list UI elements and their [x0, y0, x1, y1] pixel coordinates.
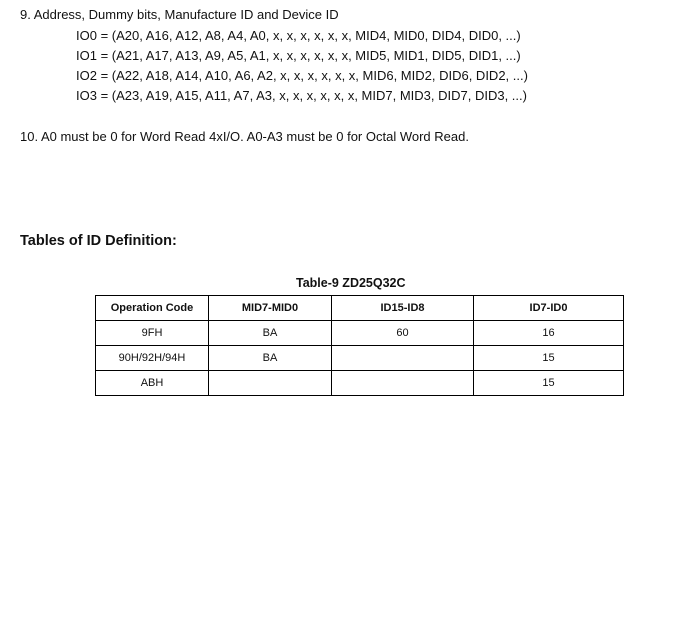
table-cell: 16 — [474, 321, 624, 346]
table-cell: BA — [209, 346, 332, 371]
section-title: Tables of ID Definition: — [20, 233, 177, 249]
io0-line: IO0 = (A20, A16, A12, A8, A4, A0, x, x, x, x, x, x, MID4, MID0, DID4, DID0, ...) — [76, 28, 521, 43]
io1-line: IO1 = (A21, A17, A13, A9, A5, A1, x, x, x, x, x, x, MID5, MID1, DID5, DID1, ...) — [76, 48, 521, 63]
table-row — [96, 321, 624, 346]
table-row — [96, 371, 624, 396]
table-cell: 15 — [474, 346, 624, 371]
table-cell — [332, 371, 474, 396]
note-10: 10. A0 must be 0 for Word Read 4xI/O. A0-A3 must be 0 for Octal Word Read. — [20, 129, 469, 144]
id-definition-table — [95, 295, 624, 396]
header-id15-id8: ID15-ID8 — [332, 296, 474, 321]
note-9-heading: 9. Address, Dummy bits, Manufacture ID and Device ID — [20, 7, 339, 22]
table-row — [96, 346, 624, 371]
table-cell: 9FH — [96, 321, 209, 346]
table-cell: BA — [209, 321, 332, 346]
table-caption: Table-9 ZD25Q32C — [296, 276, 406, 290]
table-cell — [332, 346, 474, 371]
header-operation-code: Operation Code — [96, 296, 209, 321]
table-cell: 60 — [332, 321, 474, 346]
header-mid: MID7-MID0 — [209, 296, 332, 321]
table-header-row — [96, 296, 624, 321]
table-cell: 15 — [474, 371, 624, 396]
note-9 — [20, 7, 528, 103]
io3-line: IO3 = (A23, A19, A15, A11, A7, A3, x, x, x, x, x, x, MID7, MID3, DID7, DID3, ...) — [76, 88, 527, 103]
header-id7-id0: ID7-ID0 — [474, 296, 624, 321]
table-cell: 90H/92H/94H — [96, 346, 209, 371]
table-cell: ABH — [96, 371, 209, 396]
io2-line: IO2 = (A22, A18, A14, A10, A6, A2, x, x, x, x, x, x, MID6, MID2, DID6, DID2, ...) — [76, 68, 528, 83]
table-cell — [209, 371, 332, 396]
